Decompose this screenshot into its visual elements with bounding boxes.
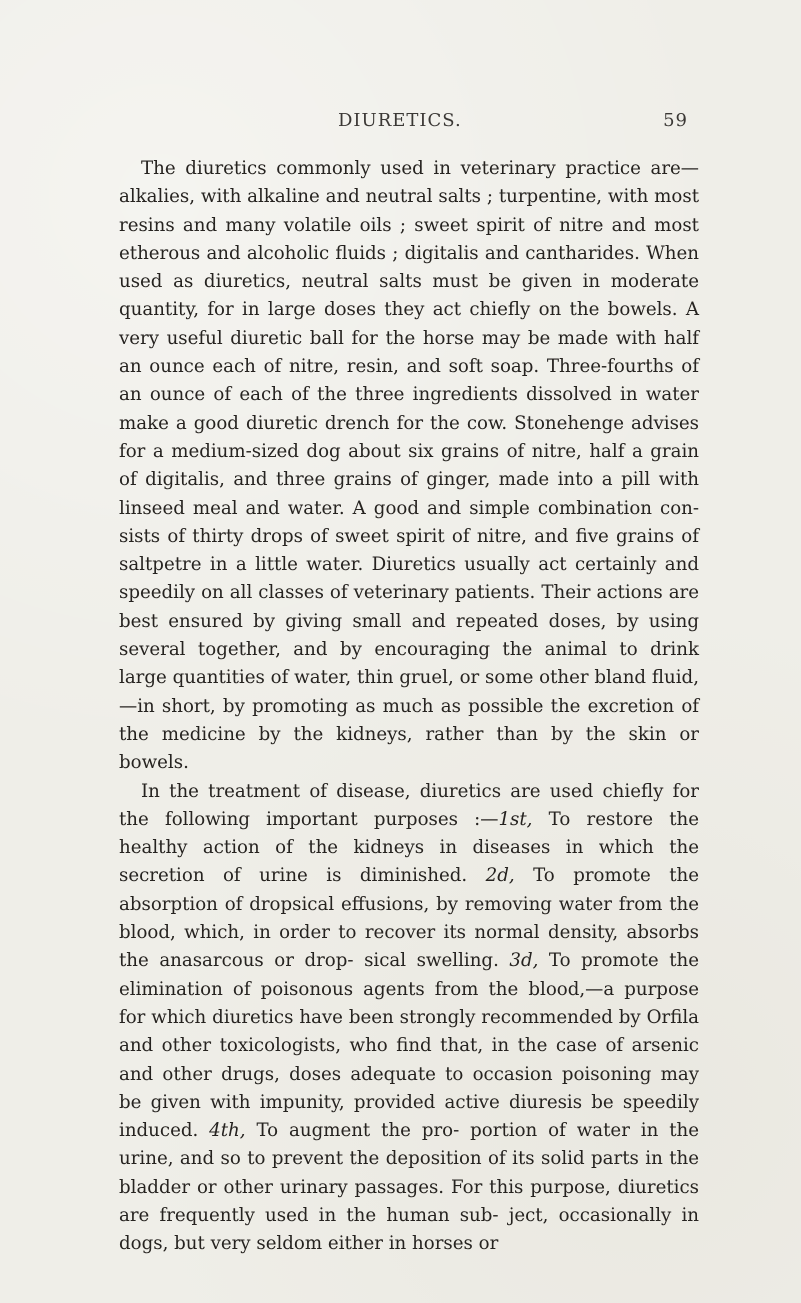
running-title: DIURETICS. — [338, 110, 462, 131]
page-number: 59 — [663, 110, 688, 131]
paragraph-treatment-purposes — [119, 778, 699, 1259]
purpose-marker-3: 3d, — [509, 950, 539, 972]
purpose-marker-1: 1st, — [498, 808, 533, 830]
purposes-intro: In the treatment of disease, diuretics are used chiefly for the following important purposes :— — [119, 780, 699, 830]
purpose-4-text: To augment the pro- portion of water in the urine, and so to prevent the deposition of its solid parts in the bladder or other urinary passages. For this purpose, diuretics are frequently used in the human sub- ject, occasionally in dogs, but very seldom either in horses or — [119, 1120, 699, 1255]
running-head — [120, 110, 700, 134]
purpose-marker-2: 2d, — [485, 865, 515, 887]
paragraph-diuretics-overview: The diuretics commonly used in veterinary practice are— alkalies, with alkaline and neutral salts ; turpentine, with most resins and many volatile oils ; sweet spirit of nitre and most etherous and alcoholic fluids ; digitalis and cantharides. When used as diuretics, neutral salts must be given in moderate quantity, for in large doses they act chiefly on the bowels. A very useful diuretic ball for the horse may be made with half an ounce each of nitre, resin, and soft soap. Three-fourths of an ounce of each of the three ingredients dissolved in water make a good diuretic drench for the cow. Stonehenge advises for a medium-sized dog about six grains of nitre, half a grain of digitalis, and three grains of ginger, made into a pill with linseed meal and water. A good and simple combination con- sists of thirty drops of sweet spirit of nitre, and five grains of saltpetre in a little water. Diuretics usually act certainly and speedily on all classes of veterinary patients. Their actions are best ensured by giving small and repeated doses, by using several together, and by encouraging the animal to drink large quantities of water, thin gruel, or some other bland fluid,—in short, by promoting as much as possible the excretion of the medicine by the kidneys, rather than by the skin or bowels. — [119, 158, 699, 774]
purpose-2-text: To promote the absorption of dropsical effusions, by removing water from the blood, which, in order to recover its normal density, absorbs the anasarcous or drop- sical swelling. — [119, 865, 699, 972]
purpose-1-text: To restore the healthy action of the kidneys in diseases in which the secretion of urine is diminished. — [119, 808, 699, 887]
purpose-marker-4: 4th, — [209, 1120, 246, 1142]
body-text — [119, 155, 699, 1259]
purpose-3-text: To promote the elimination of poisonous agents from the blood,—a purpose for which diuretics have been strongly recommended by Orfila and other toxicologists, who find that, in the case of arsenic and other drugs, doses adequate to occasion poisoning may be given with impunity, provided active diuresis be speedily induced. — [119, 950, 699, 1142]
